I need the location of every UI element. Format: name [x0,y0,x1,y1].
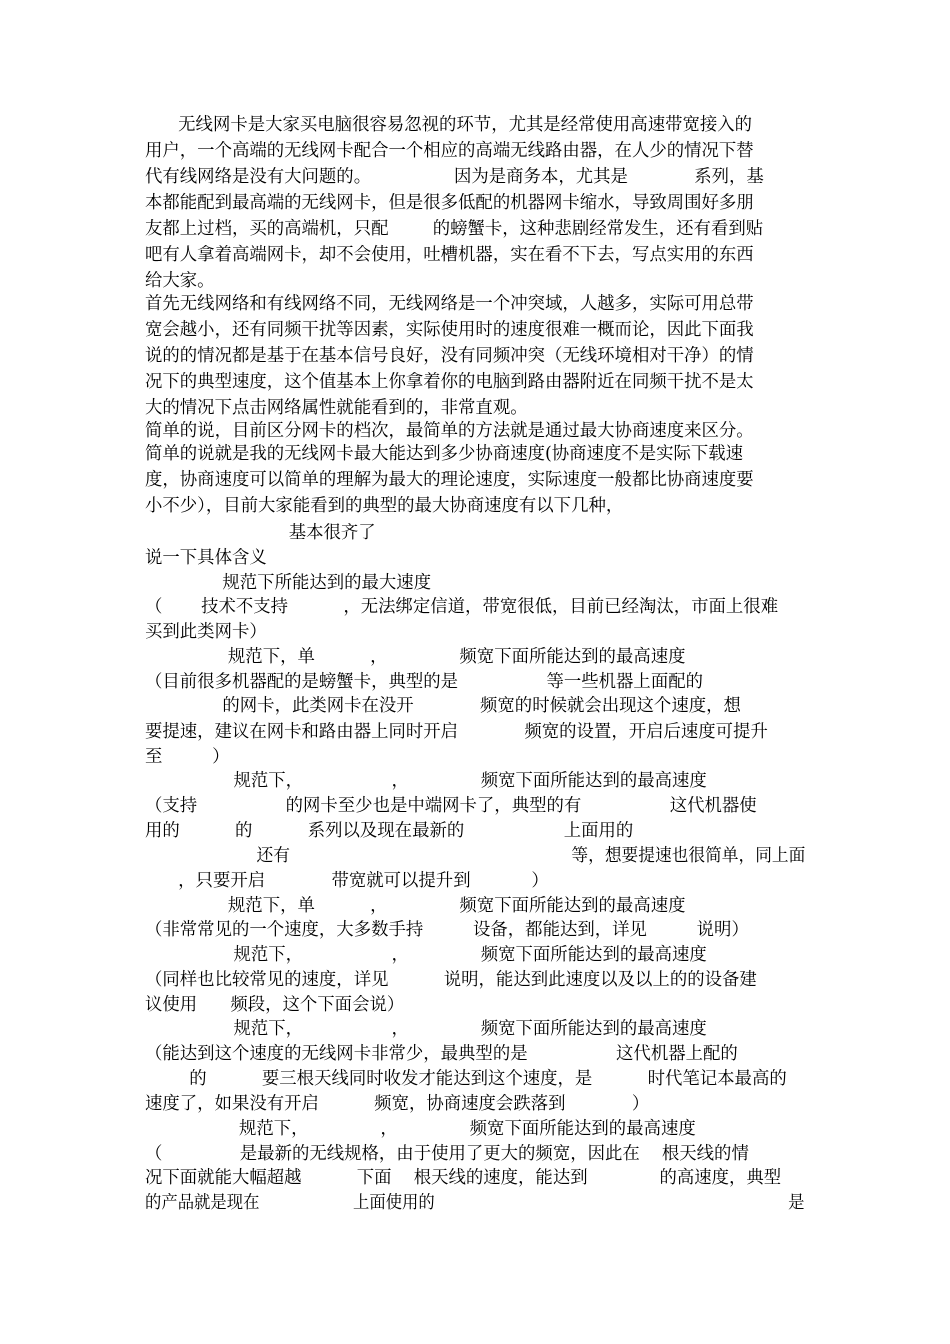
text-line: 度，协商速度可以简单的理解为最大的理论速度，实际速度一般都比协商速度要 [145,470,754,490]
text-line: 至 ） [145,747,230,767]
text-line: （ 是最新的无线规格，由于使用了更大的频宽，因此在 根天线的情 [145,1144,749,1164]
text-line: 给大家。 [145,271,215,291]
text-line: 规范下， ， 频宽下面所能达到的最高速度 [145,945,707,965]
text-line: 大的情况下点击网络属性就能看到的，非常直观。 [145,398,528,418]
text-line: 要提速，建议在网卡和路由器上同时开启 频宽的设置，开启后速度可提升 [145,722,768,742]
text-line: 简单的说就是我的无线网卡最大能达到多少协商速度(协商速度不是实际下载速 [145,444,744,464]
text-line: 友都上过档，买的高端机，只配 的螃蟹卡，这种悲剧经常发生，还有看到贴 [145,219,764,239]
text-line: （目前很多机器配的是螃蟹卡，典型的是 等一些机器上面配的 [145,672,703,692]
text-line: 基本很齐了 [145,523,376,543]
text-line: 买到此类网卡） [145,622,267,642]
text-line: （ 技术不支持 ，无法绑定信道，带宽很低，目前已经淘汰，市面上很难 [145,597,779,617]
text-line: （非常常见的一个速度，大多数手持 设备，都能达到，详见 说明） [145,920,749,940]
text-line: 的网卡，此类网卡在没开 频宽的时候就会出现这个速度，想 [145,696,741,716]
text-line: 规范下， ， 频宽下面所能达到的最高速度 [145,771,707,791]
text-line: 规范下， ， 频宽下面所能达到的最高速度 [145,1119,696,1139]
text-line: 小不少），目前大家能看到的典型的最大协商速度有以下几种， [145,496,624,516]
text-line: 规范下所能达到的最大速度 [145,573,432,593]
text-line: 说一下具体含义 [145,548,267,568]
text-line: 简单的说，目前区分网卡的档次，最简单的方法就是通过最大协商速度来区分。 [145,421,754,441]
text-line: 无线网卡是大家买电脑很容易忽视的环节，尤其是经常使用高速带宽接入的 [145,115,753,135]
text-line: （同样也比较常见的速度，详见 说明，能达到此速度以及以上的的设备建 [145,970,757,990]
text-line: 本都能配到最高端的无线网卡，但是很多低配的机器网卡缩水，导致周围好多朋 [145,193,754,213]
text-line: 还有 等，想要提速也很简单，同上面 [145,846,806,866]
text-line: 速度了，如果没有开启 频宽，协商速度会跌落到 ） [145,1094,650,1114]
text-line: 用户，一个高端的无线网卡配合一个相应的高端无线路由器，在人少的情况下替 [145,141,754,161]
text-line: 规范下，单 ， 频宽下面所能达到的最高速度 [145,896,686,916]
text-line: （支持 的网卡至少也是中端网卡了，典型的有 这代机器使 [145,796,757,816]
text-line: 代有线网络是没有大问题的。 因为是商务本，尤其是 系列，基 [145,167,764,187]
text-line: 规范下， ， 频宽下面所能达到的最高速度 [145,1019,707,1039]
text-line: 议使用 频段，这个下面会说） [145,995,405,1015]
text-line: 首先无线网络和有线网络不同，无线网络是一个冲突域，人越多，实际可用总带 [145,294,754,314]
text-line: 况下的典型速度，这个值基本上你拿着你的电脑到路由器附近在同频干扰不是太 [145,372,754,392]
text-line: （能达到这个速度的无线网卡非常少，最典型的是 这代机器上配的 [145,1044,738,1064]
text-line: 规范下，单 ， 频宽下面所能达到的最高速度 [145,647,686,667]
text-line: 用的 的 系列以及现在最新的 上面用的 [145,821,634,841]
text-line: 宽会越小，还有同频干扰等因素，实际使用时的速度很难一概而论，因此下面我 [145,320,754,340]
text-line: 的 要三根天线同时收发才能达到这个速度，是 时代笔记本最高的 [145,1069,787,1089]
text-line: 的产品就是现在 上面使用的 是 [145,1193,805,1213]
text-line: ，只要开启 带宽就可以提升到 ） [145,871,549,891]
text-line: 吧有人拿着高端网卡，却不会使用，吐槽机器，实在看不下去，写点实用的东西 [145,245,754,265]
text-line: 说的的情况都是基于在基本信号良好，没有同频冲突（无线环境相对干净）的情 [145,346,754,366]
text-line: 况下面就能大幅超越 下面 根天线的速度，能达到 的高速度，典型 [145,1168,782,1188]
